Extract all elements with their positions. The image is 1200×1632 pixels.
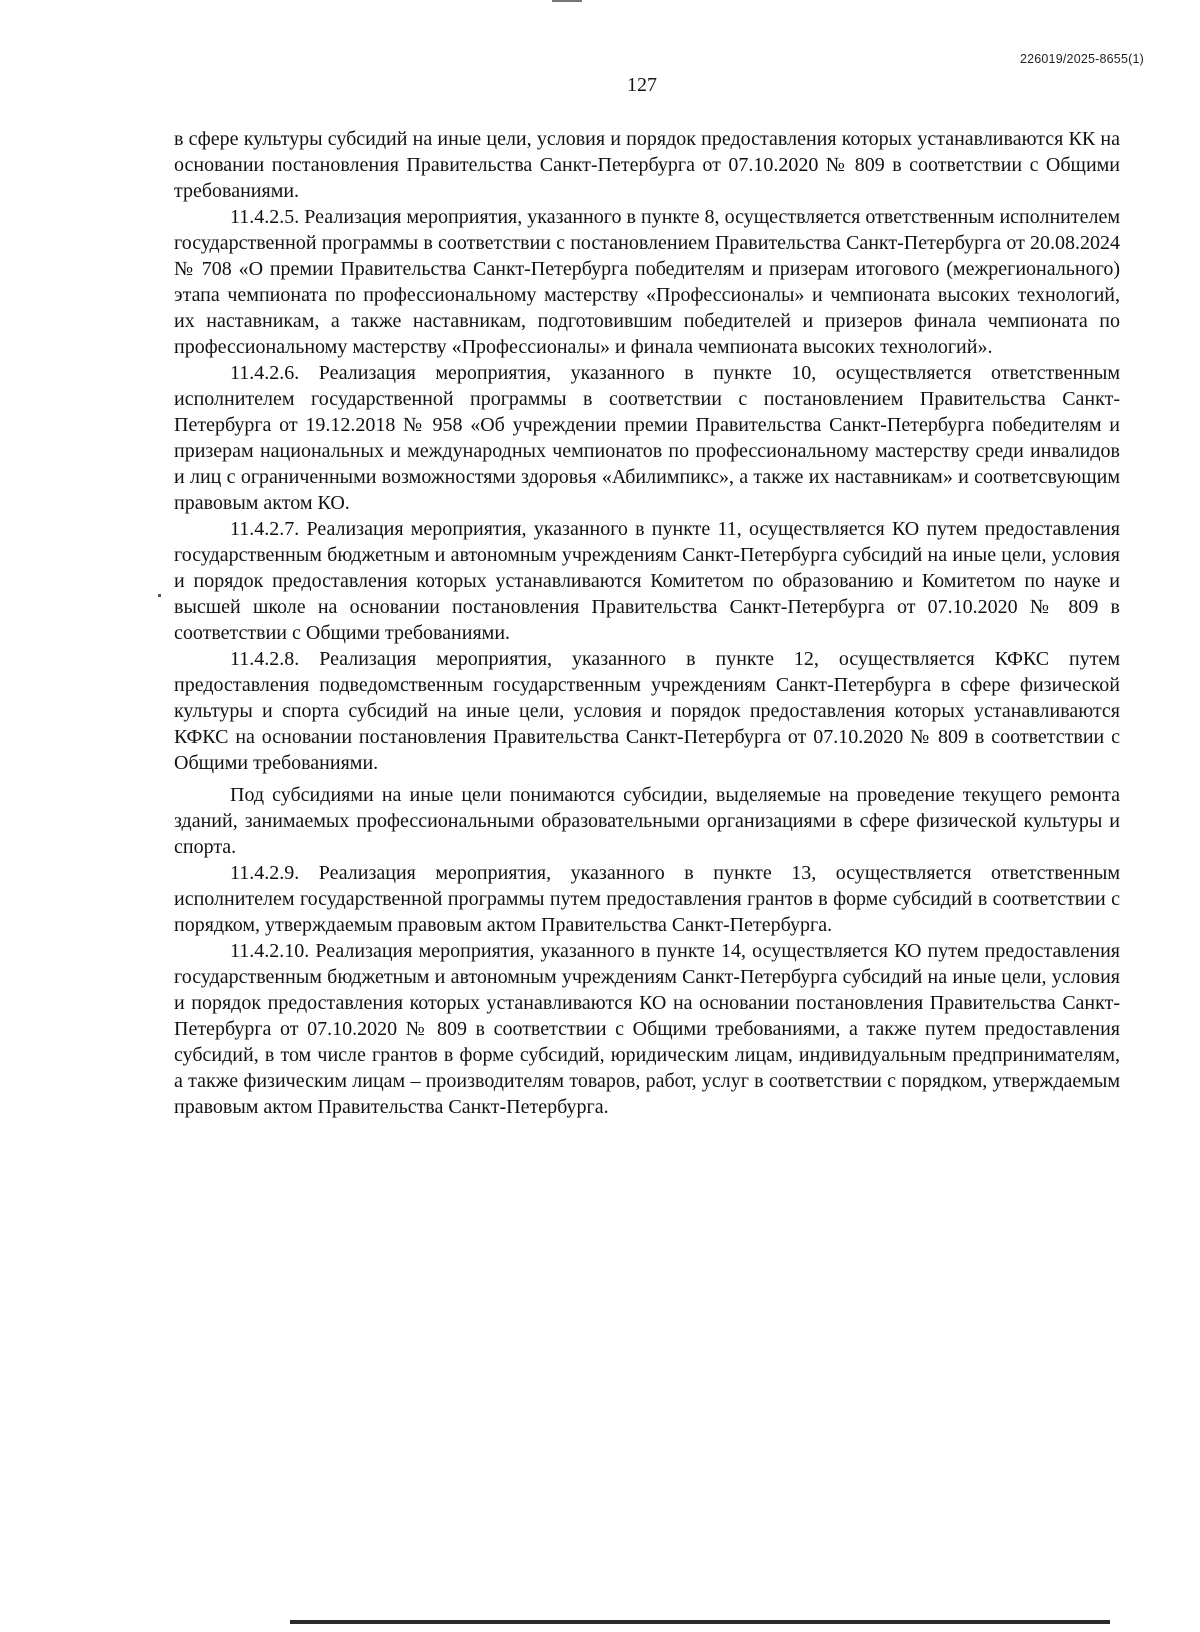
paragraph-11-4-2-8: 11.4.2.8. Реализация мероприятия, указанного в пункте 12, осуществляется КФКС путем предоставления подведомственным государственным учреждениям Санкт-Петербурга в сфере физической культуры и спорта субсидий на иные цели, условия и порядок предоставления которых устанавливаются КФКС на основании постановления Правительства Санкт-Петербурга от 07.10.2020 № 809 в соответствии с Общими требованиями.: [174, 648, 1120, 774]
document-body: [174, 126, 1120, 1120]
paragraph-11-4-2-5: 11.4.2.5. Реализация мероприятия, указанного в пункте 8, осуществляется ответственным исполнителем государственной программы в соответствии с постановлением Правительства Санкт-Петербурга от 20.08.2024 № 708 «О премии Правительства Санкт-Петербурга победителям и призерам итогового (межрегионального) этапа чемпионата по профессиональному мастерству «Профессионалы» и чемпионата высоких технологий, их наставникам, а также наставникам, подготовившим победителей и призеров финала чемпионата по профессиональному мастерству «Профессионалы» и финала чемпионата высоких технологий».: [174, 206, 1120, 358]
paragraph-subsidies-definition: Под субсидиями на иные цели понимаются субсидии, выделяемые на проведение текущего ремонта зданий, занимаемых профессиональными образовательными организациями в сфере физической культуры и спорта.: [174, 784, 1120, 858]
scan-artifact-dot: [158, 594, 161, 597]
scan-artifact-top: [552, 0, 582, 2]
paragraph-11-4-2-9: 11.4.2.9. Реализация мероприятия, указанного в пункте 13, осуществляется ответственным исполнителем государственной программы путем предоставления грантов в форме субсидий в соответствии с порядком, утверждаемым правовым актом Правительства Санкт-Петербурга.: [174, 862, 1120, 936]
page-number: 127: [627, 74, 657, 96]
paragraph-11-4-2-10: 11.4.2.10. Реализация мероприятия, указанного в пункте 14, осуществляется КО путем предоставления государственным бюджетным и автономным учреждениям Санкт-Петербурга субсидий на иные цели, условия и порядок предоставления которых устанавливаются КО на основании постановления Правительства Санкт-Петербурга от 07.10.2020 № 809 в соответствии с Общими требованиями, а также путем предоставления субсидий, в том числе грантов в форме субсидий, юридическим лицам, индивидуальным предпринимателям, а также физическим лицам – производителям товаров, работ, услуг в соответствии с порядком, утверждаемым правовым актом Правительства Санкт-Петербурга.: [174, 940, 1120, 1118]
paragraph-continuation: в сфере культуры субсидий на иные цели, условия и порядок предоставления которых устанавливаются КК на основании постановления Правительства Санкт-Петербурга от 07.10.2020 № 809 в соответствии с Общими требованиями.: [174, 128, 1120, 202]
paragraph-11-4-2-7: 11.4.2.7. Реализация мероприятия, указанного в пункте 11, осуществляется КО путем предоставления государственным бюджетным и автономным учреждениям Санкт-Петербурга субсидий на иные цели, условия и порядок предоставления которых устанавливаются Комитетом по образованию и Комитетом по науке и высшей школе на основании постановления Правительства Санкт-Петербурга от 07.10.2020 № 809 в соответствии с Общими требованиями.: [174, 518, 1120, 644]
page-bottom-edge: [290, 1620, 1110, 1624]
document-registration-number: 226019/2025-8655(1): [1019, 52, 1144, 66]
paragraph-11-4-2-6: 11.4.2.6. Реализация мероприятия, указанного в пункте 10, осуществляется ответственным исполнителем государственной программы в соответствии с постановлением Правительства Санкт-Петербурга от 19.12.2018 № 958 «Об учреждении премии Правительства Санкт-Петербурга победителям и призерам национальных и международных чемпионатов по профессиональному мастерству среди инвалидов и лиц с ограниченными возможностями здоровья «Абилимпикс», а также их наставникам» и соответсвующим правовым актом КО.: [174, 362, 1120, 514]
